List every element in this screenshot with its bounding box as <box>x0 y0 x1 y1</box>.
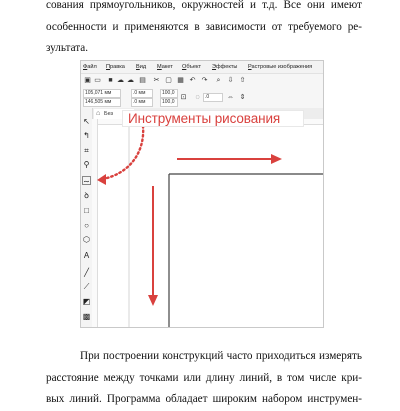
menu-item-view[interactable]: Вид <box>136 64 147 70</box>
menu-item-object[interactable]: Объект <box>182 64 202 70</box>
drawing-canvas[interactable] <box>81 61 324 328</box>
menu-item-file[interactable]: Файл <box>83 64 97 70</box>
width-field[interactable]: .0 мм <box>131 89 153 98</box>
paragraph-top <box>46 0 362 60</box>
drawing-tools-callout: Инструменты рисования <box>122 110 304 127</box>
home-icon[interactable]: ⌂ <box>96 110 101 117</box>
pick-tool-icon[interactable]: ↖ <box>83 117 90 126</box>
text-line: сования прямоугольников, окружностей и т.д. Все они имеют <box>46 0 362 11</box>
open-folder-icon[interactable]: ▭ <box>94 77 101 84</box>
menu-item-effects[interactable]: Эффекты <box>212 64 238 70</box>
lock-ratio-icon[interactable]: ⊡ <box>180 94 187 101</box>
menu-item-edit[interactable]: Правка <box>106 64 125 70</box>
polygon-tool-icon[interactable]: ⬡ <box>83 235 90 244</box>
freehand-tool-icon[interactable]: ∼ <box>83 177 90 186</box>
text-tool-icon[interactable]: A <box>83 251 90 260</box>
text-line: зультата. <box>46 42 89 54</box>
connector-tool-icon[interactable]: ⟋ <box>83 282 90 291</box>
vertical-arrow-head <box>148 295 158 306</box>
ellipse-tool-icon[interactable]: ○ <box>84 221 89 230</box>
save-icon[interactable]: ■ <box>108 77 113 84</box>
undo-icon[interactable]: ↶ <box>189 77 196 84</box>
redo-icon[interactable]: ↷ <box>201 77 208 84</box>
paste-icon[interactable]: ▦ <box>177 77 184 84</box>
rotate-icon[interactable]: ◌ <box>195 94 200 101</box>
height-field[interactable]: .0 мм <box>131 98 153 107</box>
scale-y-field[interactable]: 100,0 <box>160 98 178 107</box>
shape-tool-icon[interactable]: ↰ <box>83 131 90 140</box>
search-icon[interactable]: ⌕ <box>216 77 221 84</box>
new-document-icon[interactable]: ▣ <box>84 77 91 84</box>
app-screenshot <box>80 60 324 328</box>
import-icon[interactable]: ⇩ <box>227 77 234 84</box>
paragraph-bottom <box>46 346 362 411</box>
parallel-dimension-icon[interactable]: ╱ <box>84 268 89 277</box>
mirror-horizontal-icon[interactable]: ⇔ <box>227 94 234 101</box>
dotted-curve-arrow <box>103 126 143 179</box>
artistic-media-icon[interactable]: ꝺ <box>84 191 89 200</box>
rectangle-tool-icon[interactable]: □ <box>84 206 89 215</box>
print-icon[interactable]: ▤ <box>139 77 146 84</box>
cut-icon[interactable]: ✂ <box>153 77 160 84</box>
horizontal-arrow-head <box>271 154 282 164</box>
document-tab-label: Без <box>104 111 114 117</box>
drop-shadow-icon[interactable]: ◩ <box>82 297 91 306</box>
text-line: расстояние между точками или длину линий, в том числе кри- <box>46 371 362 384</box>
crop-tool-icon[interactable]: ⌗ <box>84 146 89 155</box>
text-line: особенности и применяются в зависимости от требуемого ре- <box>46 20 362 33</box>
x-position-field[interactable]: 105,071 мм <box>83 89 121 98</box>
menu-item-layout[interactable]: Макет <box>157 64 173 70</box>
dotted-curve-arrow-head <box>97 174 106 185</box>
y-position-field[interactable]: 146,505 мм <box>83 98 121 107</box>
menu-item-bitmaps[interactable]: Растровые изображения <box>248 64 313 70</box>
angle-field[interactable]: .0 <box>203 93 223 102</box>
transparency-tool-icon[interactable]: ▩ <box>82 312 91 321</box>
export-icon[interactable]: ⇧ <box>239 77 246 84</box>
cloud-icon[interactable]: ☁ <box>117 77 124 84</box>
scale-x-field[interactable]: 100,0 <box>160 89 178 98</box>
text-line: При построении конструкций часто приходиться измерять <box>80 350 362 362</box>
cloud-upload-icon[interactable]: ☁ <box>127 77 134 84</box>
text-line: вых линий. Программа обладает широким набором инструмен- <box>46 393 362 405</box>
copy-icon[interactable]: ▢ <box>165 77 172 84</box>
zoom-tool-icon[interactable]: ⚲ <box>83 160 90 169</box>
mirror-vertical-icon[interactable]: ⇕ <box>239 94 246 101</box>
